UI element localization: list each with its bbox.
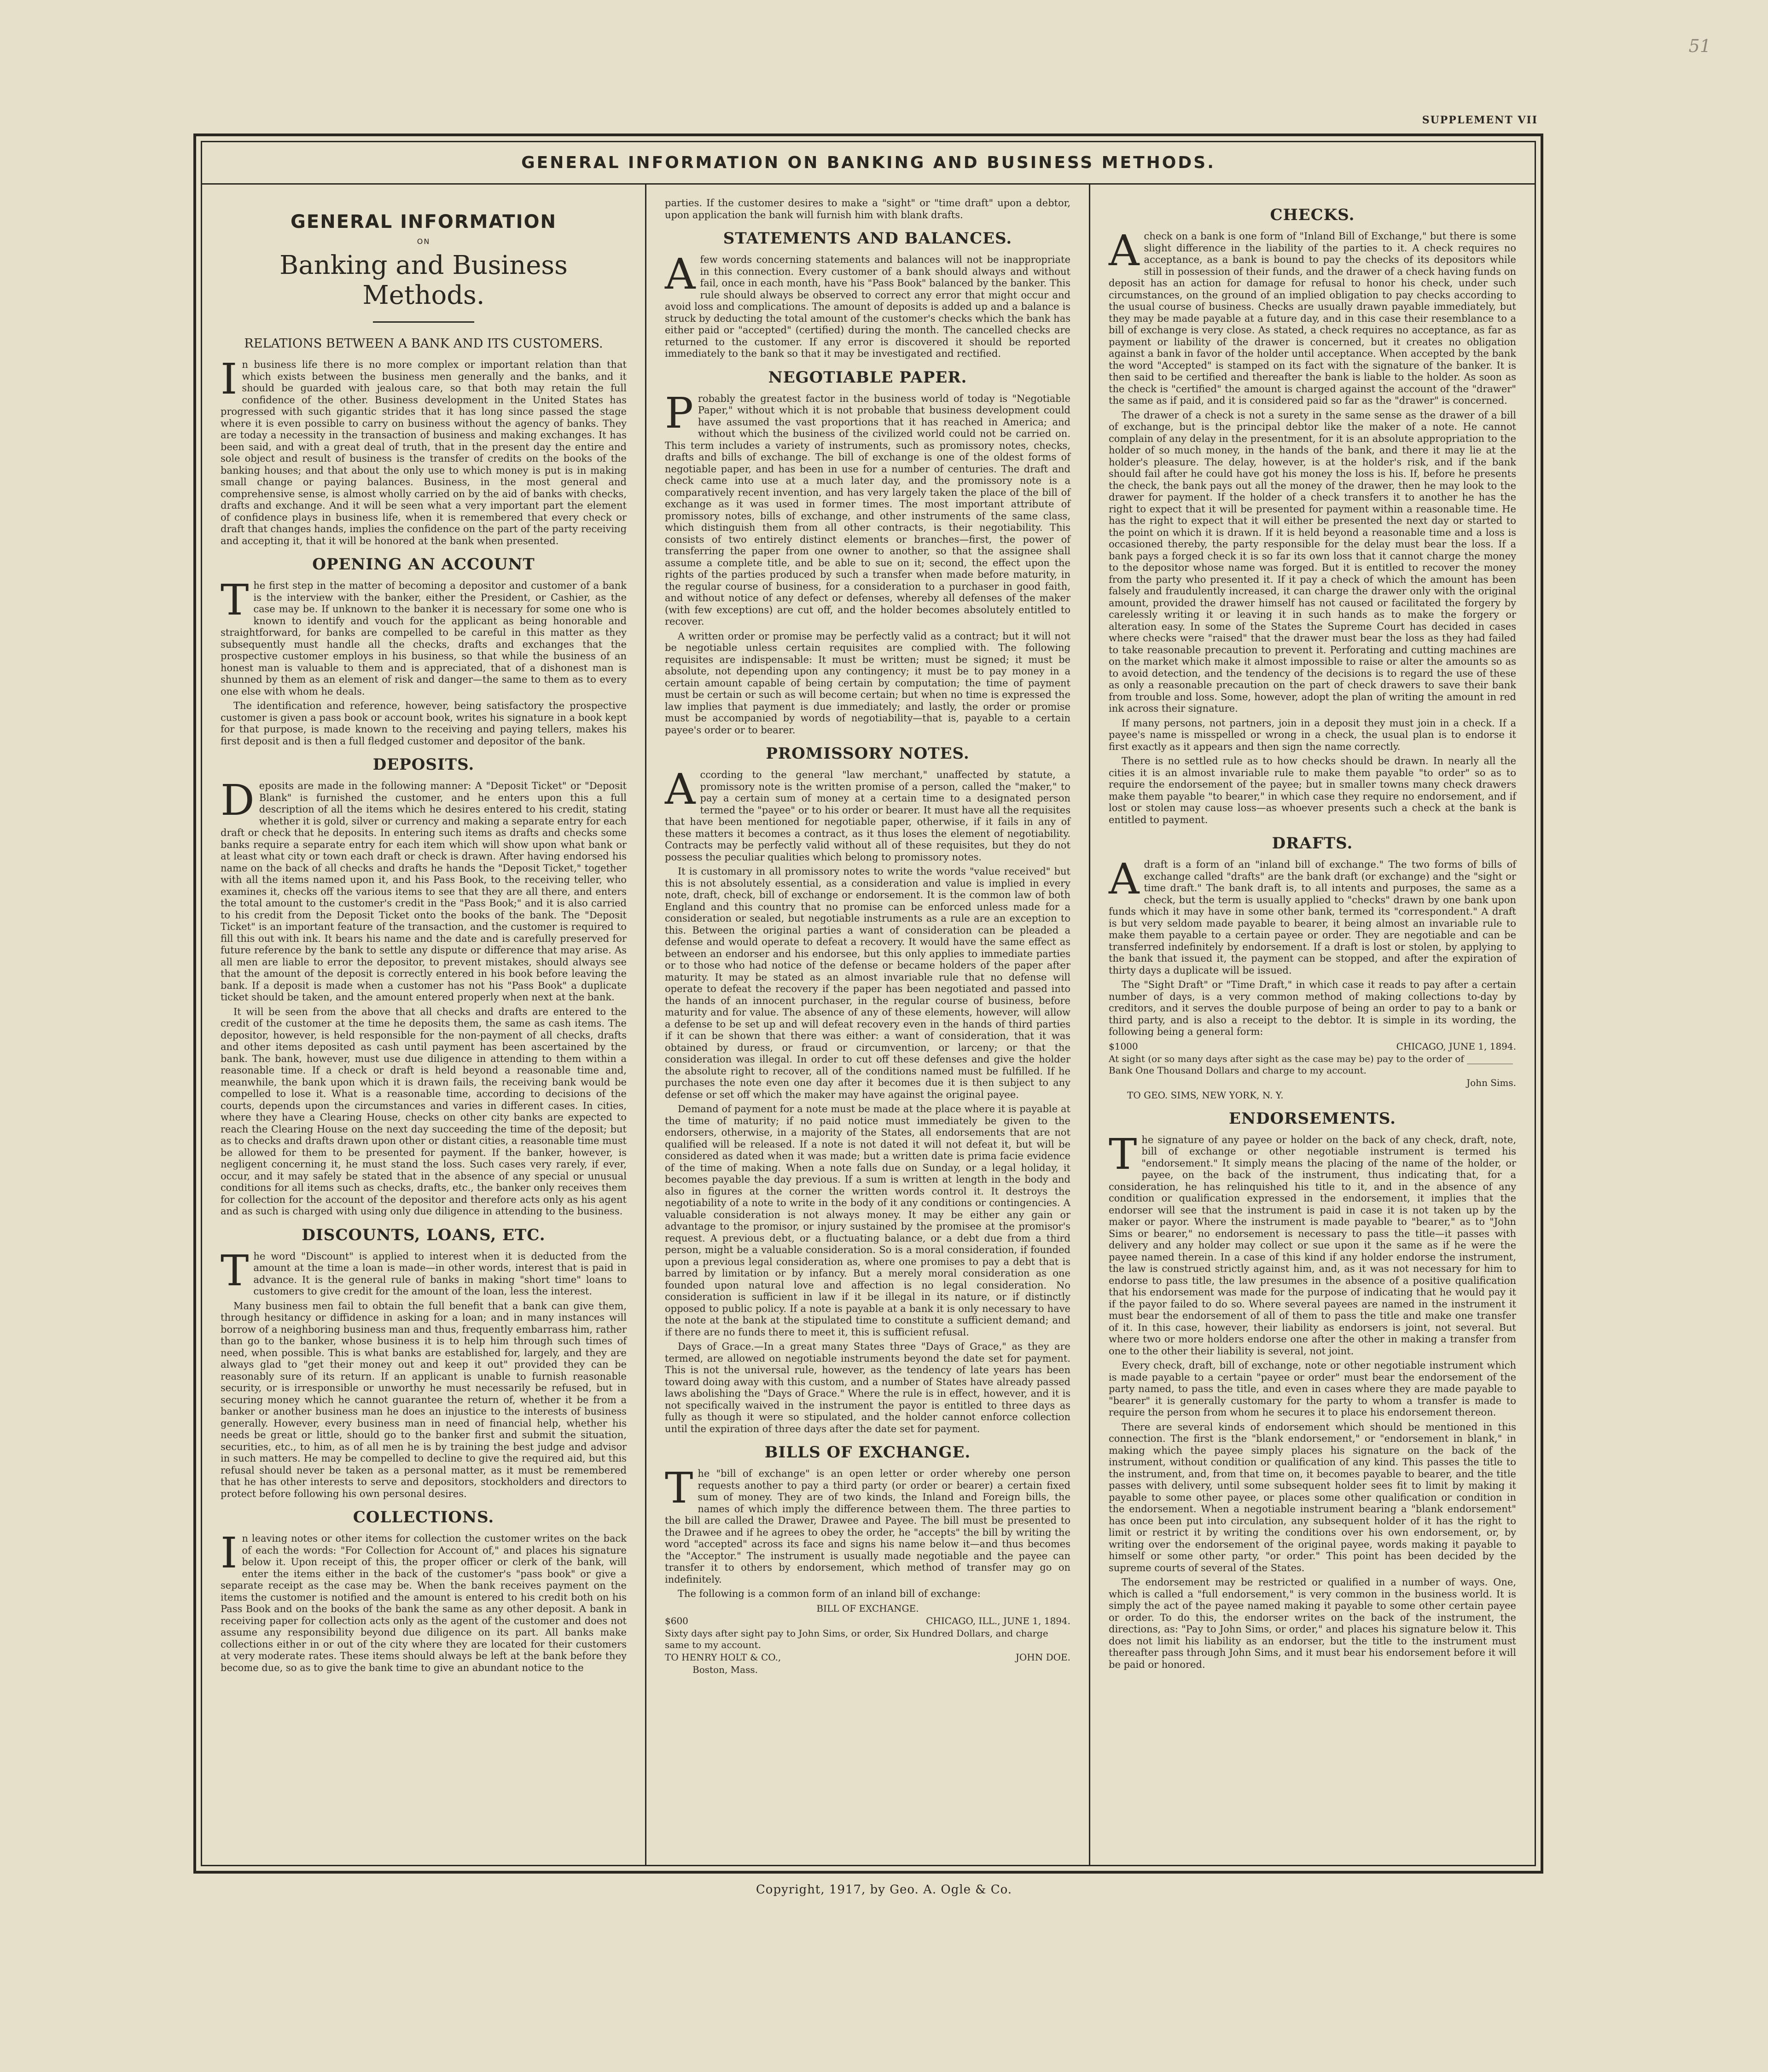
deposits-paragraph-2: It will be seen from the above that all checks and drafts are entered to the credit of the customer at the time he deposits them, the same as cash items. The depositor, however, is held responsible for the non-payment of all checks, drafts and other items deposited as cash until payment has been ascertained by the bank. The bank, however, must use due diligence in attending to them within a reasonable time. If a check or draft is held beyond a reasonable time and, meanwhile, the bank upon which it is drawn fails, the receiving bank would be compelled to lose it. What is a reasonable time, according to decisions of the courts, depends upon the circumstances and varies in different cases. In cities, where they have a Clearing House, checks on other city banks are expected to reach the Clearing House on the next day succeeding the time of the deposit; but as to checks and drafts drawn upon other or distant cities, a reasonable time must be allowed for them to be presented for payment. If the banker, however, is negligent concerning it, he must stand the loss. Such cases very rarely, if ever, occur, and it may safely be stated that in the absence of any special or unusual conditions for all items such as checks, drafts, etc., the banker only receives them for collection for the account of the depositor and therefore acts only as his agent and as such is charged with using only due diligence in attending to the business. [221,1006,627,1217]
endorsements-paragraph-3: There are several kinds of endorsement which should be mentioned in this connection. The first is the "blank endorsement," or "endorsement in blank," in making which the payee simply places his signature on the back of the instrument, without condition or qualification of any kind. This passes the title to the instrument, and, from that time on, it becomes payable to bearer, and the title passes with delivery, until some subsequent holder sees fit to limit by making it payable to some other payee, or places some other qualification or condition in the endorsement. When a negotiable instrument bearing a "blank endorsement" has once been put into circulation, any subsequent holder of it has the right to limit or restrict it by writing the conditions over his own endorsement, or, by writing over the endorsement of the original payee, words making it payable to himself or some other party, "or order." This point has been decided by the supreme courts of several of the States. [1109,1421,1516,1573]
lead-title-main: Banking and Business Methods. [279,250,568,310]
section-heading-collections: COLLECTIONS. [353,1508,494,1526]
deposits-paragraph-1: Deposits are made in the following manner: A "Deposit Ticket" or "Deposit Blank" is furnished the customer, and he enters upon this a full description of all the items which he desires entered to his credit, stating whether it is gold, silver or currency and making a separate entry for each draft or check that he deposits. In entering such items as drafts and checks some banks require a separate entry for each item which will show upon what bank or at least what city or town each draft or check is drawn. After having endorsed his name on the back of all checks and drafts he hands the "Deposit Ticket," together with all the items named upon it, and his Pass Book, to the receiving teller, who examines it, checks off the various items to see that they are all there, and enters the total amount to the customer's credit in the "Pass Book;" and it is also carried to his credit from the Deposit Ticket onto the books of the bank. The "Deposit Ticket" is an important feature of the transaction, and the customer is required to fill this out with ink. It bears his name and the date and is carefully preserved for future reference by the bank to settle any dispute or difference that may arise. As all men are liable to error the depositor, to prevent mistakes, should always see that the amount of the deposit is correctly entered in his book before leaving the bank. If a deposit is made when a customer has not his "Pass Book" a duplicate ticket should be taken, and the amount entered properly when next at the bank. [221,776,627,1003]
page-header [202,142,1535,185]
negotiable-paragraph-2: A written order or promise may be perfectly valid as a contract; but it will not be negotiable unless certain requisites are complied with. The following requisites are indispensable: It must be written; must be signed; it must be absolute, not depending upon any contingency; it must be to pay money in a certain amount capable of being certain by computation; the time of payment must be certain or such as will become certain; but when no time is expressed the law implies that payment is due immediately; and lastly, the order or promise must be accompanied by words of negotiability—that is, payable to a certain payee's order or to bearer. [665,630,1070,736]
bill-form-footer-row [665,1652,1070,1663]
promissory-paragraph-3: Demand of payment for a note must be made at the place where it is payable at the time of maturity; if no paid notice must immediately be given to the endorsers, otherwise, in a majority of the States, all endorsements that are not qualified will be released. If a note is not dated it will not defeat it, but will be considered as dated when it was made; but a written date is prima facie evidence of the time of making. When a note falls due on Sunday, or a legal holiday, it becomes payable the day previous. If a sum is written at length in the body and also in figures at the corner the written words control it. It destroys the negotiability of a note to write in the body of it any conditions or contingencies. A valuable consideration is not always money. It may be either any gain or advantage to the promisor, or injury sustained by the promisee at the promisor's request. A previous debt, or a fluctuating balance, or a debt due from a third person, might be a valuable consideration. So is a moral consideration, if founded upon a previous legal consideration as, where one promises to pay a debt that is barred by limitation or by infancy. But a merely moral consideration as one founded upon natural love and affection is no legal consideration. No consideration is sufficient in law if it be illegal in its nature, or if distinctly opposed to public policy. If a note is payable at a bank it is only necessary to have the note at the bank at the stipulated time to constitute a sufficient demand; and if there are no funds there to meet it, this is sufficient refusal. [665,1103,1070,1338]
title-rule [373,321,474,323]
lead-title-on: ON [417,237,430,246]
draft-form-to: TO GEO. SIMS, NEW YORK, N. Y. [1127,1089,1284,1101]
collections-continued-paragraph: parties. If the customer desires to make a "sight" or "time draft" upon a debtor, upon application the bank will furnish him with blank drafts. [665,197,1070,221]
section-heading-opening: OPENING AN ACCOUNT [312,555,535,574]
bill-form-body: Sixty days after sight pay to John Sims, or order, Six Hundred Dollars, and charge same to my account. [665,1627,1048,1650]
bill-form-place-date: CHICAGO, ILL., JUNE 1, 1894. [926,1615,1070,1626]
section-heading-drafts: DRAFTS. [1272,834,1353,853]
draft-form-signer: John Sims. [1466,1077,1516,1088]
bills-paragraph-2: The following is a common form of an inland bill of exchange: [678,1588,981,1599]
statements-paragraph: Afew words concerning statements and balances will not be inappropriate in this connection. Every customer of a bank should always and without fail, once in each month, have his "Pass Book" balanced by the banker. This rule should always be observed to correct any error that might occur and avoid loss and complications. The amount of deposits is added up and a balance is struck by deducting the total amount of the customer's checks which the bank has either paid or "accepted" (certified) during the month. The cancelled checks are returned to the customer. If any error is discovered it should be reported immediately to the bank so that it may be investigated and rectified. [665,250,1070,359]
relations-paragraph: In business life there is no more complex or important relation than that which exists between the business men generally and the banks, and it should be guarded with jealous care, so that both may retain the full confidence of the other. Business development in the United States has progressed with such gigantic strides that it has long since passed the stage where it is even possible to carry on business without the agency of banks. They are today a necessity in the transaction of business and making exchanges. It has been said, and with a great deal of truth, that in the present day the entire and sole object and result of business is the transfer of credits on the books of the banking houses; and that about the only use to which money is put is in making small change or paying balances. Business, in the most general and comprehensive sense, is almost wholly carried on by the aid of banks with checks, drafts and exchange. And it will be seen what a very important part the element of confidence plays in business life, when it is remembered that every check or draft that changes hands, implies the confidence on the part of the party receiving and accepting it, that it will be honored at the bank when presented. [221,354,627,546]
promissory-paragraph-1: According to the general "law merchant," unaffected by statute, a promissory note is the written promise of a person, called the "maker," to pay a certain sum of money at a certain time to a designated person termed the "payee" or to his order or bearer. It must have all the requisites that have been mentioned for negotiable paper, otherwise, if it fails in any of these matters it becomes a contract, as it thus loses the element of negotiability. Contracts may be perfectly valid without all of these requisites, but they do not possess the peculiar qualities which belong to promissory notes. [665,765,1070,863]
endorsements-paragraph-4: The endorsement may be restricted or qualified in a number of ways. One, which is called a "full endorsement," is very common in the business world. It is simply the act of the payee named making it payable to some other certain payee or order. To do this, the endorser writes on the back of the instrument, the directions, as: "Pay to John Sims, or order," and places his signature below it. This does not limit his liability as an endorser, but the title to the instrument must thereafter pass through John Sims, and it must bear his endorsement before it will be paid or honored. [1109,1577,1516,1670]
discounts-paragraph-2: Many business men fail to obtain the full benefit that a bank can give them, through hesitancy or diffidence in asking for a loan; and in many instances will borrow of a neighboring business man and thus, frequently embarrass him, rather than go to the banker, whose business it is to help him through such times of need, when possible. This is what banks are established for, largely, and they are always glad to "get their money out and keep it out" provided they can be reasonably sure of its return. If an applicant is unable to furnish reasonable security, or is irresponsible or unworthy he must necessarily be refused, but in securing money which he cannot guarantee the return of, whether it be from a banker or another business man he does an injustice to the interests of business generally. However, every business man in need of financial help, whether his needs be great or little, should go to the banker first and submit the situation, securities, etc., to him, as of all men he is by training the best judge and advisor in such matters. He may be compelled to decline to give the required aid, but this refusal should never be taken as a personal matter, as it must be remembered that he has other interests to serve and depositors, stockholders and directors to protect before following his own personal desires. [221,1300,627,1499]
checks-paragraph-3: If many persons, not partners, join in a deposit they must join in a check. If a payee's name is misspelled or wrong in a check, the usual plan is to endorse it first exactly as it appears and then sign the name correctly. [1109,717,1516,752]
bill-form-amount: $600 [665,1615,688,1626]
bill-form-to: TO HENRY HOLT & CO., [665,1651,781,1663]
copyright-line: Copyright, 1917, by Geo. A. Ogle & Co. [756,1883,1012,1897]
section-heading-deposits: DEPOSITS. [372,755,475,774]
supplement-label: SUPPLEMENT VII [1422,114,1538,126]
draft-form-amount: $1000 [1109,1040,1138,1052]
checks-paragraph-2: The drawer of a check is not a surety in the same sense as the drawer of a bill of exchange, but is the principal debtor like the maker of a note. He cannot complain of any delay in the presentment, for it is an absolute appropriation to the holder of so much money, in the hands of the bank, and there it may lie at the holder's pleasure. The delay, however, is at the holder's risk, and if the bank should fail after he could have got his money the loss is his. If, before he presents the check, the bank pays out all the money of the drawer, then he may look to the drawer for payment. If the holder of a check transfers it to another he has the right to expect that it will be presented for payment within a reasonable time. He has the right to expect that it will either be presented the next day or started to the point on which it is drawn. If it is held beyond a reasonable time and a loss is occasioned thereby, the party responsible for the delay must bear the loss. If a bank pays a forged check it is so far its own loss that it cannot charge the money to the depositor whose name was forged. But it is entitled to recover the money from the party who presented it. If it pay a check of which the amount has been falsely and fraudulently increased, it can charge the drawer only with the original amount, provided the drawer himself has not caused or facilitated the forgery by carelessly writing it or leaving it in such hands as to make the forgery or alteration easy. In some of the States the Supreme Court has decided in cases where checks were "raised" that the drawer must bear the loss as they had failed to take reasonable precaution to prevent it. Perforating and cutting machines are on the market which make it almost impossible to raise or alter the amounts so as to avoid detection, and the tendency of the decisions is to regard the use of these as only a reasonable precaution on the part of check drawers to save their bank from trouble and loss. Some, however, adopt the plan of writing the amount in red ink across their signature. [1109,409,1516,714]
endorsements-paragraph-1: The signature of any payee or holder on the back of any check, draft, note, bill of exchange or other negotiable instrument is termed his "endorsement." It simply means the placing of the name of the holder, or payee, on the back of the instrument, thus indicating that, for a consideration, he has relinquished his title to it, and in the absence of any condition or qualification expressed in the endorsement, it implies that the endorser will see that the instrument is paid in case it is not taken up by the maker or payor. Where the instrument is made payable to "bearer," as to "John Sims or bearer," no endorsement is necessary to pass the title—it passes with delivery and any holder may collect or sue upon it the same as if he were the payee named therein. In a case of this kind if any holder endorse the instrument, the law is construed strictly against him, and, as it was not necessary for him to endorse to pass title, the law presumes in the absence of a positive qualification that his endorsement was made for the purpose of indicating that he would pay it if the payor failed to do so. Where several payees are named in the instrument it must bear the endorsement of all of them to pass the title and make one transfer of it. In this case, however, their liability as endorsers is joint, not several. But where two or more holders endorse one after the other in making a transfer from one to the other their liability is several, not joint. [1109,1129,1516,1357]
endorsements-paragraph-2: Every check, draft, bill of exchange, note or other negotiable instrument which is made payable to a certain "payee or order" must bear the endorsement of the party named, to pass the title, and even in cases where they are made payable to "bearer" it is generally customary for the party to whom a transfer is made to require the person from whom he secures it to place his endorsement thereon. [1109,1360,1516,1418]
collections-paragraph: In leaving notes or other items for collection the customer writes on the back of each the words: "For Collection for Account of," and places his signature below it. Upon receipt of this, the proper officer or clerk of the bank, will enter the items either in the back of the customer's "pass book" or give a separate receipt as the case may be. When the bank receives payment on the items the customer is notified and the amount is entered to his credit both on his Pass Book and on the books of the bank the same as any other deposit. A bank in receiving paper for collection acts only as the agent of the customer and does not assume any responsibility beyond due diligence on its part. All banks make collections either in or out of the city where they are located for their customers at very moderate rates. These items should always be left at the bank before they become due, so as to give the bank time to give an abundant notice to the [221,1528,627,1673]
section-heading-relations: RELATIONS BETWEEN A BANK AND ITS CUSTOMERS. [244,337,603,351]
draft-form-body: At sight (or so many days after sight as the case may be) pay to the order of __________ Bank One Thousand Dollars and charge to my account. [1109,1053,1513,1076]
bill-form-header-row [665,1615,1070,1627]
bills-paragraph-1: The "bill of exchange" is an open letter or order whereby one person requests another to pay a third party (or order or bearer) a certain fixed sum of money. They are of two kinds, the Inland and Foreign bills, the names of which imply the difference between them. The three parties to the bill are called the Drawer, Drawee and Payee. The bill must be presented to the Drawee and if he agrees to obey the order, he "accepts" the bill by writing the word "accepted" across its face and signs his name below it—and thus becomes the "Acceptor." The instrument is usually made negotiable and the payee can transfer it to others by endorsement, which method of transfer may go on indefinitely. [665,1463,1070,1585]
section-heading-statements: STATEMENTS AND BALANCES. [723,229,1012,248]
article-columns [202,185,1535,1865]
bill-form-title: BILL OF EXCHANGE. [816,1602,919,1614]
draft-form-place-date: CHICAGO, JUNE 1, 1894. [1396,1040,1516,1052]
section-heading-bills: BILLS OF EXCHANGE. [764,1443,971,1462]
drafts-paragraph-1: Adraft is a form of an "inland bill of exchange." The two forms of bills of exchange called "drafts" are the bank draft (or exchange) and the "sight or time draft." The bank draft is, to all intents and purposes, the same as a check, but the term is usually applied to "checks" drawn by one bank upon funds which it may have in some other bank, termed its "correspondent." A draft is but very seldom made payable to bearer, it being almost an invariable rule to make them payable to a certain payee or order. They are negotiable and can be transferred indefinitely by endorsement. If a draft is lost or stolen, by applying to the bank that issued it, the payment can be stopped, and after the expiration of thirty days a duplicate will be issued. [1109,854,1516,976]
section-heading-negotiable: NEGOTIABLE PAPER. [768,368,967,387]
section-heading-endorsements: ENDORSEMENTS. [1229,1109,1396,1128]
column-left [202,185,646,1865]
bill-form-signer: JOHN DOE. [1015,1651,1070,1663]
lead-title-top: GENERAL INFORMATION [291,211,557,232]
section-heading-discounts: DISCOUNTS, LOANS, ETC. [302,1225,546,1244]
promissory-paragraph-4: Days of Grace.—In a great many States three "Days of Grace," as they are termed, are allowed on negotiable instruments beyond the date set for payment. This is not the universal rule, however, as the tendency of late years has been toward doing away with this custom, and a number of States have already passed laws abolishing the "Days of Grace." Where the rule is in effect, however, and it is not specifically waived in the instrument the payor is entitled to three days as fully as though it were so stipulated, and the holder cannot enforce collection until the expiration of three days after the date set for payment. [665,1341,1070,1434]
checks-paragraph-1: Acheck on a bank is one form of "Inland Bill of Exchange," but there is some slight difference in the liability of the parties to it. A check requires no acceptance, as a bank is bound to pay the checks of its depositors while still in possession of their funds, and the drawer of a check having funds on deposit has an action for damage for refusal to honor his check, under such circumstances, on the ground of an implied obligation to pay checks according to the usual course of business. Checks are usually drawn payable immediately, but they may be made payable at a future day, and in this case their resemblance to a bill of exchange is very close. As stated, a check requires no acceptance, as far as payment or liability of the drawer is concerned, but it creates no obligation against a bank in favor of the holder until acceptance. When accepted by the bank the word "Accepted" is stamped on its fact with the signature of the banker. It is then said to be certified and thereafter the bank is liable to the holder. As soon as the check is "certified" the amount is charged against the account of the "drawer" the same as if paid, and it is considered paid so far as the "drawer" is concerned. [1109,226,1516,406]
bill-form-city: Boston, Mass. [692,1664,758,1675]
negotiable-paragraph-1: Probably the greatest factor in the business world of today is "Negotiable Paper," without which it is not probable that business development could have assumed the vast proportions that it has reached in America; and without which the business of the civilized world could not be carried on. This term includes a variety of instruments, such as promissory notes, checks, drafts and bills of exchange. The bill of exchange is one of the oldest forms of negotiable paper, and has been in use for a number of centuries. The draft and check came into use at a much later day, and the promissory note is a comparatively recent invention, and has very largely taken the place of the bill of exchange as it was used in former times. The most important attribute of promissory notes, bills of exchange, and other instruments of the same class, which distinguish them from all other contracts, is their negotiability. This consists of two entirely distinct elements or branches—first, the power of transferring the paper from one owner to another, so that the assignee shall assume a complete title, and be able to sue on it; second, the effect upon the rights of the parties produced by such a transfer when made before maturity, in the regular course of business, for a consideration to a purchaser in good faith, and without notice of any defect or defenses, whereby all defenses of the maker (with few exceptions) are cut off, and the holder becomes absolutely entitled to recover. [665,388,1070,627]
column-middle [646,185,1090,1865]
opening-paragraph-2: The identification and reference, however, being satisfactory the prospective customer is given a pass book or account book, writes his signature in a book kept for that purpose, is made known to the receiving and paying tellers, makes his first deposit and is then a full fledged customer and depositor of the bank. [221,700,627,747]
page-number: 51 [1688,36,1711,56]
page-title: GENERAL INFORMATION ON BANKING AND BUSINESS METHODS. [521,153,1216,172]
discounts-paragraph-1: The word "Discount" is applied to interest when it is deducted from the amount at the time a loan is made—in other words, interest that is paid in advance. It is the general rule of banks in making "short time" loans to customers to give credit for the amount of the loan, less the interest. [221,1246,627,1297]
drafts-paragraph-2: The "Sight Draft" or "Time Draft," in which case it reads to pay after a certain number of days, is a very common method of making collections to-day by creditors, and it serves the double purpose of being an order to pay to a bank or third party, and is also a receipt to the debtor. It is simple in its wording, the following being a general form: [1109,979,1516,1037]
draft-form-header-row [1109,1041,1516,1052]
opening-paragraph-1: The first step in the matter of becoming a depositor and customer of a bank is the interview with the banker, either the President, or Cashier, as the case may be. If unknown to the banker it is necessary for some one who is known to identify and vouch for the applicant as being honorable and straightforward, for banks are compelled to be careful in this matter as they subsequently must handle all the checks, drafts and exchanges that the prospective customer employs in his business, so that while the business of an honest man is valuable to them and is appreciated, that of a dishonest man is shunned by them as an element of risk and danger—the same to them as to every one else with whom he deals. [221,575,627,697]
section-heading-promissory: PROMISSORY NOTES. [766,744,970,763]
column-right [1090,185,1535,1865]
section-heading-checks: CHECKS. [1270,206,1355,224]
checks-paragraph-4: There is no settled rule as to how checks should be drawn. In nearly all the cities it is an almost invariable rule to make them payable "to order" so as to require the endorsement of the payee; but in smaller towns many check drawers make them payable "to bearer," in which case they require no endorsement, and if lost or stolen may cause loss—as whoever presents such a check at the bank is entitled to payment. [1109,755,1516,825]
promissory-paragraph-2: It is customary in all promissory notes to write the words "value received" but this is not absolutely essential, as a consideration and value is implied in every note, draft, check, bill of exchange or endorsement. It is the common law of both England and this country that no promise can be enforced unless made for a consideration or sealed, but negotiable instruments as a rule are an exception to this. Between the original parties a want of consideration can be pleaded a defense and would operate to defeat a recovery. It would have the same effect as between an endorser and his endorsee, but this only applies to immediate parties or to those who had notice of the defense or became holders of the paper after maturity. It may be stated as an almost invariable rule that no defense will operate to defeat the recovery if the paper has been negotiated and passed into the hands of an innocent purchaser, in the regular course of business, before maturity and for value. The absence of any of these elements, however, will allow a defense to be set up and will defeat recovery even in the hands of third parties if it can be shown that there was either: a want of consideration, that it was obtained by duress, or fraud or circumvention, or larceny; or that the consideration was illegal. In order to cut off these defenses and give the holder the absolute right to recover, all of the conditions named must be fulfilled. If he purchases the note even one day after it becomes due it is then subject to any defense or set off which the maker may have against the original payee. [665,866,1070,1100]
